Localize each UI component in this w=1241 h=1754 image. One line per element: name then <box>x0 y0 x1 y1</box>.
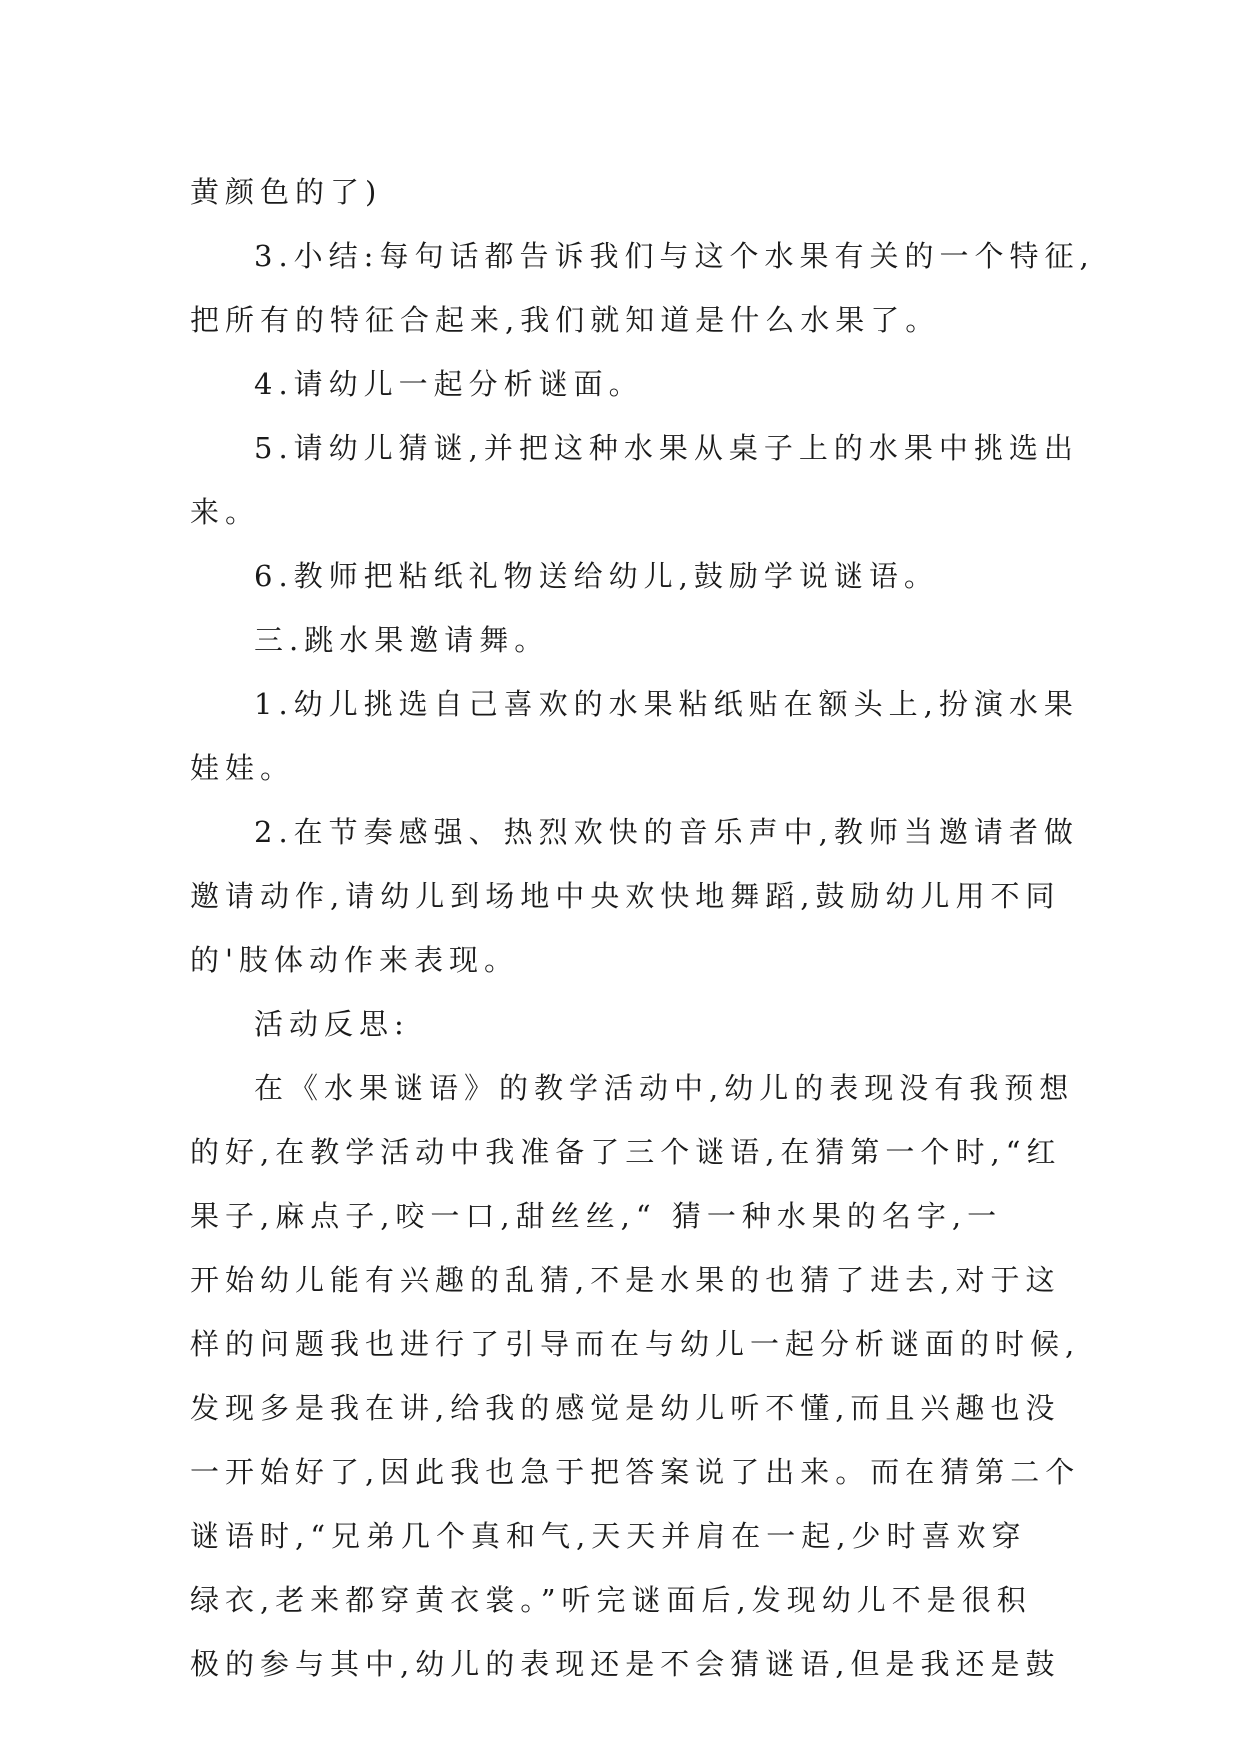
text-line: 来。 <box>190 495 261 529</box>
text-line: 邀请动作,请幼儿到场地中央欢快地舞蹈,鼓励幼儿用不同 <box>190 879 1061 913</box>
text-line: 三.跳水果邀请舞。 <box>254 623 550 657</box>
text-line: 谜语时,“兄弟几个真和气,天天并肩在一起,少时喜欢穿 <box>190 1519 1027 1553</box>
text-line: 3.小结:每句话都告诉我们与这个水果有关的一个特征, <box>254 239 1095 273</box>
text-line: 果子,麻点子,咬一口,甜丝丝,“ 猜一种水果的名字,一 <box>190 1199 1003 1233</box>
text-line: 4.请幼儿一起分析谜面。 <box>254 367 644 401</box>
text-line: 黄颜色的了) <box>190 175 383 209</box>
text-line: 活动反思: <box>254 1007 410 1041</box>
text-line: 开始幼儿能有兴趣的乱猜,不是水果的也猜了进去,对于这 <box>190 1263 1061 1297</box>
text-line: 样的问题我也进行了引导而在与幼儿一起分析谜面的时候, <box>190 1327 1081 1361</box>
text-line: 1.幼儿挑选自己喜欢的水果粘纸贴在额头上,扮演水果 <box>254 687 1079 721</box>
text-line: 娃娃。 <box>190 751 296 785</box>
text-line: 6.教师把粘纸礼物送给幼儿,鼓励学说谜语。 <box>254 559 939 593</box>
text-line: 在《水果谜语》的教学活动中,幼儿的表现没有我预想 <box>254 1071 1075 1105</box>
text-line: 的好,在教学活动中我准备了三个谜语,在猜第一个时,“红 <box>190 1135 1062 1169</box>
text-line: 5.请幼儿猜谜,并把这种水果从桌子上的水果中挑选出 <box>254 431 1079 465</box>
text-line: 的'肢体动作来表现。 <box>190 943 519 977</box>
text-line: 把所有的特征合起来,我们就知道是什么水果了。 <box>190 303 941 337</box>
document-body <box>190 160 1095 1696</box>
text-line: 一开始好了,因此我也急于把答案说了出来。而在猜第二个 <box>190 1455 1081 1489</box>
text-line: 2.在节奏感强、热烈欢快的音乐声中,教师当邀请者做 <box>254 815 1079 849</box>
text-line: 发现多是我在讲,给我的感觉是幼儿听不懂,而且兴趣也没 <box>190 1391 1061 1425</box>
text-line: 绿衣,老来都穿黄衣裳。”听完谜面后,发现幼儿不是很积 <box>190 1583 1032 1617</box>
text-line: 极的参与其中,幼儿的表现还是不会猜谜语,但是我还是鼓 <box>190 1647 1061 1681</box>
